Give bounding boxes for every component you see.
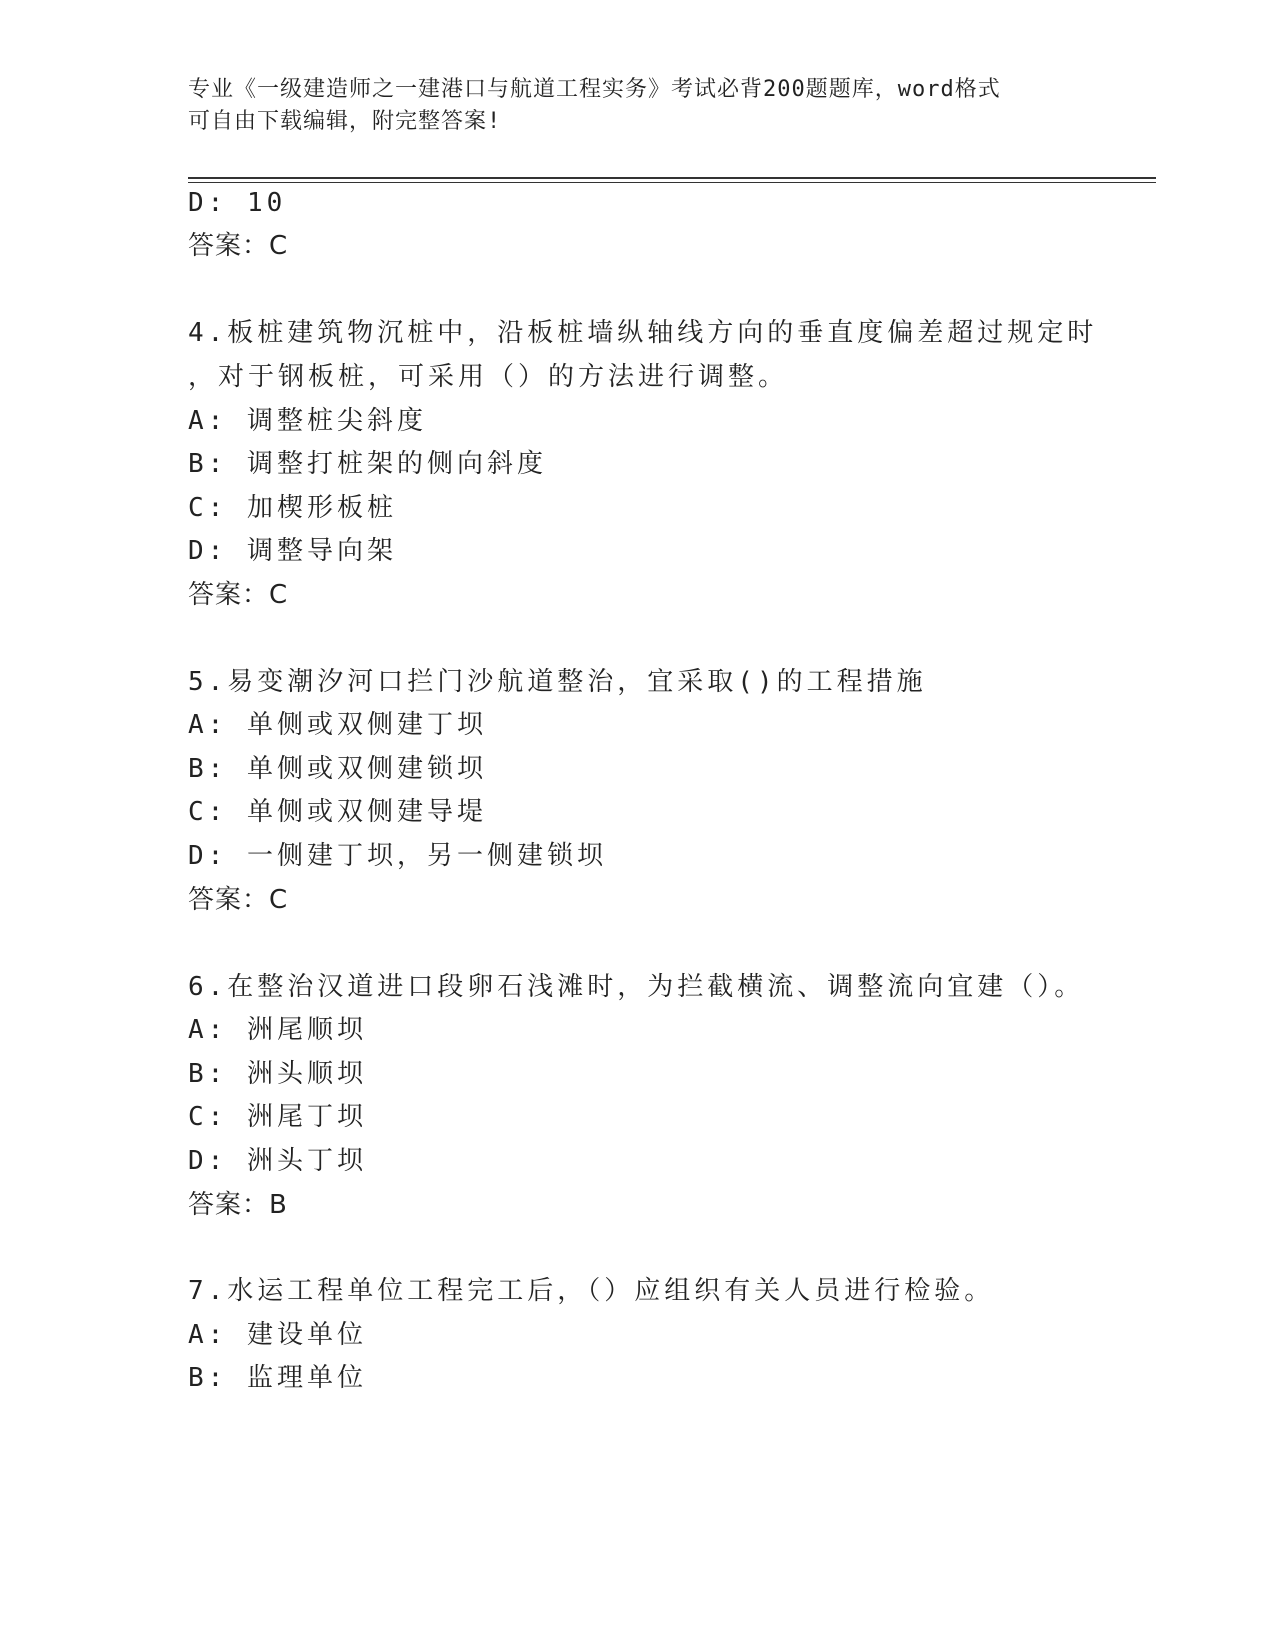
- question-5-option-a: A: 单侧或双侧建丁坝: [188, 710, 487, 740]
- header-divider: [188, 177, 1156, 179]
- question-7-option-a: A: 建设单位: [188, 1320, 367, 1350]
- question-5-stem: 5.易变潮汐河口拦门沙航道整治，宜采取()的工程措施: [188, 667, 927, 697]
- header-title-line-1: 专业《一级建造师之一建港口与航道工程实务》考试必背200题题库，word格式: [188, 77, 1001, 102]
- question-6-stem: 6.在整治汉道进口段卵石浅滩时，为拦截横流、调整流向宜建（）。: [188, 972, 1085, 1002]
- question-4-stem-line-2: ，对于钢板桩，可采用（）的方法进行调整。: [188, 362, 789, 392]
- question-5-answer: 答案：C: [188, 885, 289, 915]
- question-4-option-c: C: 加楔形板桩: [188, 493, 397, 523]
- document-header: [188, 74, 1088, 138]
- question-7-stem: 7.水运工程单位工程完工后，（）应组织有关人员进行检验。: [188, 1276, 995, 1306]
- question-4-option-b: B: 调整打桩架的侧向斜度: [188, 449, 547, 479]
- question-7-option-b: B: 监理单位: [188, 1363, 367, 1393]
- prev-question-option-d: D: 10: [188, 188, 287, 218]
- question-5-option-b: B: 单侧或双侧建锁坝: [188, 754, 487, 784]
- question-5-option-d: D: 一侧建丁坝，另一侧建锁坝: [188, 841, 607, 871]
- header-divider-thin: [188, 182, 1156, 183]
- prev-question-answer: 答案：C: [188, 231, 289, 261]
- question-6-option-a: A: 洲尾顺坝: [188, 1015, 367, 1045]
- question-6-option-c: C: 洲尾丁坝: [188, 1102, 367, 1132]
- question-4-answer: 答案：C: [188, 580, 289, 610]
- header-title-line-2: 可自由下载编辑，附完整答案!: [188, 109, 502, 134]
- question-4-stem-line-1: 4.板桩建筑物沉桩中，沿板桩墙纵轴线方向的垂直度偏差超过规定时: [188, 318, 1098, 348]
- question-6-option-b: B: 洲头顺坝: [188, 1059, 367, 1089]
- question-4-option-d: D: 调整导向架: [188, 536, 397, 566]
- question-6-answer: 答案：B: [188, 1190, 288, 1220]
- question-5-option-c: C: 单侧或双侧建导堤: [188, 797, 487, 827]
- question-4-option-a: A: 调整桩尖斜度: [188, 406, 427, 436]
- question-6-option-d: D: 洲头丁坝: [188, 1146, 367, 1176]
